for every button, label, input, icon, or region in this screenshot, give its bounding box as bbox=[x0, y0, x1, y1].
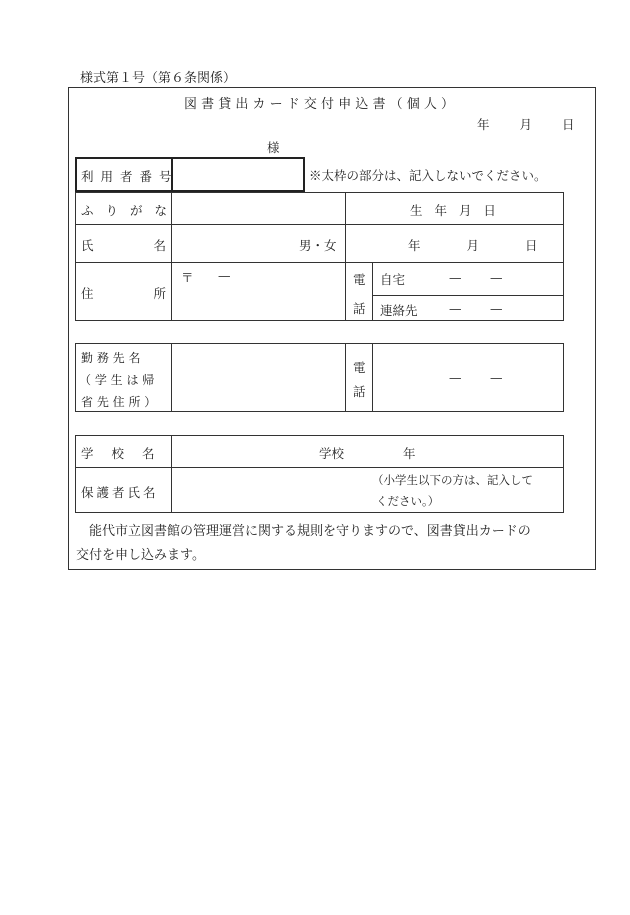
workplace-phone-dash-1: — bbox=[449, 370, 462, 385]
application-date bbox=[477, 115, 575, 133]
date-year-label: 年 bbox=[477, 117, 490, 132]
furigana-field[interactable] bbox=[175, 195, 341, 222]
home-phone-field[interactable] bbox=[420, 264, 560, 293]
grade-field[interactable] bbox=[350, 438, 398, 465]
workplace-label-1: 勤 務 先 名 bbox=[81, 351, 141, 365]
home-phone-label: 自宅 bbox=[380, 272, 406, 287]
school-suffix: 学校 bbox=[319, 446, 345, 461]
address-field[interactable] bbox=[175, 265, 341, 318]
address-label: 住所 bbox=[81, 286, 227, 301]
workplace-phone-dash-2: — bbox=[490, 370, 503, 385]
school-row-divider bbox=[75, 467, 564, 468]
postal-dash: — bbox=[218, 268, 231, 283]
phone-label-top: 電 bbox=[353, 272, 366, 287]
guardian-note-2: ください。） bbox=[376, 494, 440, 508]
guardian-note-1: （小学生以下の方は、記入して bbox=[372, 473, 533, 487]
workplace-label-2: （ 学 生 は 帰 bbox=[79, 373, 155, 387]
workplace-phone-label-top: 電 bbox=[353, 360, 366, 375]
pledge-text-1: 能代市立図書館の管理運営に関する規則を守りますので、図書貸出カードの bbox=[89, 524, 531, 539]
workplace-phone-field[interactable] bbox=[376, 346, 560, 409]
phone-row-divider bbox=[372, 295, 564, 296]
birthday-column-divider bbox=[345, 192, 346, 263]
row-divider bbox=[75, 262, 564, 263]
school-label: 学校名 bbox=[81, 446, 173, 461]
home-phone-dash-1: — bbox=[449, 270, 462, 285]
name-label: 氏名 bbox=[81, 238, 227, 253]
workplace-phone-label-bottom: 話 bbox=[353, 384, 366, 399]
workplace-phone-label-divider bbox=[372, 343, 373, 412]
row-divider bbox=[75, 224, 564, 225]
addressee-suffix: 様 bbox=[267, 140, 280, 155]
date-day-label: 日 bbox=[562, 117, 575, 132]
form-code: 様式第１号（第６条関係） bbox=[80, 71, 237, 86]
birth-month-label: 月 bbox=[466, 238, 480, 253]
guardian-field[interactable] bbox=[175, 470, 365, 510]
thick-frame-note: ※太枠の部分は、記入しないでください。 bbox=[309, 168, 547, 183]
workplace-phone-divider bbox=[345, 343, 346, 412]
name-field[interactable] bbox=[175, 227, 295, 259]
contact-phone-label: 連絡先 bbox=[380, 303, 418, 318]
furigana-label: ふりがな bbox=[81, 203, 180, 218]
date-month-label: 月 bbox=[519, 117, 533, 132]
phone-label-divider bbox=[372, 262, 373, 321]
birthday-label: 生 年 月 日 bbox=[410, 203, 500, 218]
user-number-label: 利用者番号 bbox=[81, 169, 179, 184]
birth-day-label: 日 bbox=[525, 238, 538, 253]
phone-label-bottom: 話 bbox=[353, 301, 366, 316]
workplace-label-3: 省 先 住 所 ） bbox=[81, 395, 157, 409]
birth-year-label: 年 bbox=[408, 238, 421, 253]
guardian-label: 保護者氏名 bbox=[81, 485, 159, 500]
contact-phone-field[interactable] bbox=[420, 297, 560, 319]
phone-column-divider bbox=[345, 262, 346, 321]
contact-phone-dash-1: — bbox=[449, 301, 462, 316]
postal-mark: 〒 bbox=[181, 270, 194, 285]
birth-date bbox=[408, 236, 538, 254]
pledge-text-2: 交付を申し込みます。 bbox=[76, 548, 205, 563]
workplace-label-divider bbox=[171, 343, 172, 412]
user-number-field[interactable] bbox=[175, 159, 302, 190]
grade-suffix: 年 bbox=[403, 446, 416, 461]
school-name-field[interactable] bbox=[175, 438, 315, 465]
contact-phone-dash-2: — bbox=[490, 301, 503, 316]
workplace-field[interactable] bbox=[175, 346, 341, 409]
form-title: 図 書 貸 出 カ ー ド 交 付 申 込 書 （ 個 人 ） bbox=[184, 97, 454, 112]
gender-options[interactable]: 男・女 bbox=[299, 238, 337, 253]
home-phone-dash-2: — bbox=[490, 270, 503, 285]
